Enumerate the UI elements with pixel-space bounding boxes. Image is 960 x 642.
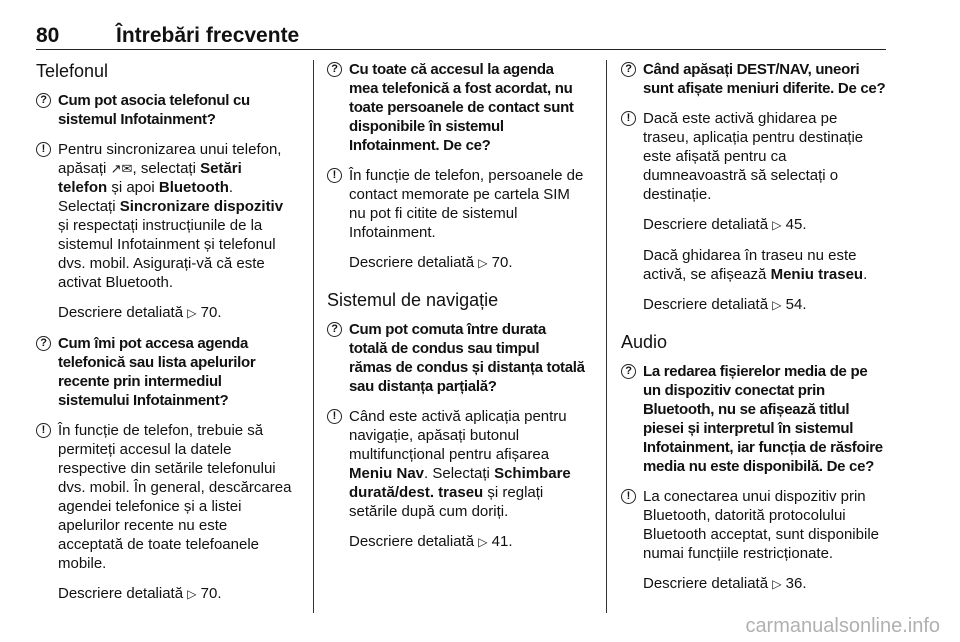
answer-icon: ! [621,489,636,504]
answer: ! Pentru sincronizarea unui telefon, apăsați ↗✉, selectați Setări telefon și apoi Bluetooth. Selectați Sincronizare dispozitiv și respectați instrucțiunile de la sistemul Infotainment și telefonul dvs. mobil. Asigurați-vă că este activat Bluetooth. [36,140,294,292]
page-title: Întrebări frecvente [116,24,300,47]
header-divider [36,49,886,50]
reference-arrow-icon: ▷ [772,577,782,591]
watermark: carmanualsonline.info [745,615,940,637]
question [621,362,887,476]
question-icon: ? [36,93,51,108]
column-divider [313,60,314,613]
question-text: Cum pot comuta între durata totală de condus sau timpul rămas de condus și distanța totală sau distanța parțială? [349,321,585,395]
question-text: La redarea fișierelor media de pe un dispozitiv conectat prin Bluetooth, nu se afișează titlul piesei și interpretul în sistemul Infotainment, iar funcția de răsfoire media nu este disponibilă. De ce? [643,363,883,475]
cross-reference: Descriere detaliată ▷ 70. [58,304,222,321]
section-title: Audio [621,332,668,352]
answer: ! Când este activă aplicația pentru navigație, apăsați butonul multifuncțional pentru afișarea Meniu Nav. Selectați Schimbare durată/dest. traseu și reglați setările după cum doriți. [327,407,585,521]
phone-key-icon: ↗✉ [110,161,133,176]
cross-reference: Descriere detaliată ▷ 41. [349,533,513,550]
cross-reference: Descriere detaliată ▷ 36. [643,575,807,592]
answer-note: Dacă ghidarea în traseu nu este activă, se afișează Meniu traseu. [643,247,868,283]
question [36,334,294,410]
answer-icon: ! [327,409,342,424]
reference-arrow-icon: ▷ [478,535,488,549]
page-number: 80 [36,24,60,47]
answer-icon: ! [327,168,342,183]
question-icon: ? [621,364,636,379]
question [36,91,294,129]
question-text: Cu toate că accesul la agenda mea telefonică a fost acordat, nu toate persoanele de contact sunt disponibile în sistemul Infotainment. De ce? [349,61,574,154]
question [621,60,887,98]
reference-arrow-icon: ▷ [478,256,488,270]
question-text: Cum pot asocia telefonul cu sistemul Infotainment? [58,92,250,128]
column-2 [327,60,585,563]
question-icon: ? [36,336,51,351]
answer: ! Dacă este activă ghidarea pe traseu, aplicația pentru destinație este afișată pentru ca dumneavoastră să selectați o destinație. [621,109,887,204]
reference-arrow-icon: ▷ [772,218,782,232]
answer-icon: ! [36,142,51,157]
answer-icon: ! [36,423,51,438]
question-icon: ? [327,62,342,77]
answer: ! În funcție de telefon, trebuie să permiteți accesul la datele respective din setările telefonului dvs. mobil. În general, descărcarea agendei telefonice și a listei apelurilor recente nu este acceptată de toate telefoanele mobile. [36,421,294,573]
cross-reference: Descriere detaliată ▷ 54. [643,296,807,313]
reference-arrow-icon: ▷ [772,298,782,312]
section-title: Sistemul de navigație [327,290,499,310]
question-icon: ? [621,62,636,77]
column-3 [621,60,887,605]
column-1 [36,60,294,615]
question [327,320,585,396]
question-icon: ? [327,322,342,337]
cross-reference: Descriere detaliată ▷ 70. [58,585,222,602]
question [327,60,585,155]
cross-reference: Descriere detaliată ▷ 45. [643,216,807,233]
column-divider [606,60,607,613]
question-text: Cum îmi pot accesa agenda telefonică sau lista apelurilor recente prin intermediul sistemului Infotainment? [58,335,256,409]
reference-arrow-icon: ▷ [187,306,197,320]
question-text: Când apăsați DEST/NAV, uneori sunt afișate meniuri diferite. De ce? [643,61,886,97]
answer-icon: ! [621,111,636,126]
cross-reference: Descriere detaliată ▷ 70. [349,254,513,271]
reference-arrow-icon: ▷ [187,587,197,601]
section-title: Telefonul [36,61,109,81]
answer: ! În funcție de telefon, persoanele de contact memorate pe cartela SIM nu pot fi citite de sistemul Infotainment. [327,166,585,242]
answer: ! La conectarea unui dispozitiv prin Bluetooth, datorită protocolului Bluetooth acceptat, sunt disponibile numai funcțiile restricționate. [621,487,887,563]
